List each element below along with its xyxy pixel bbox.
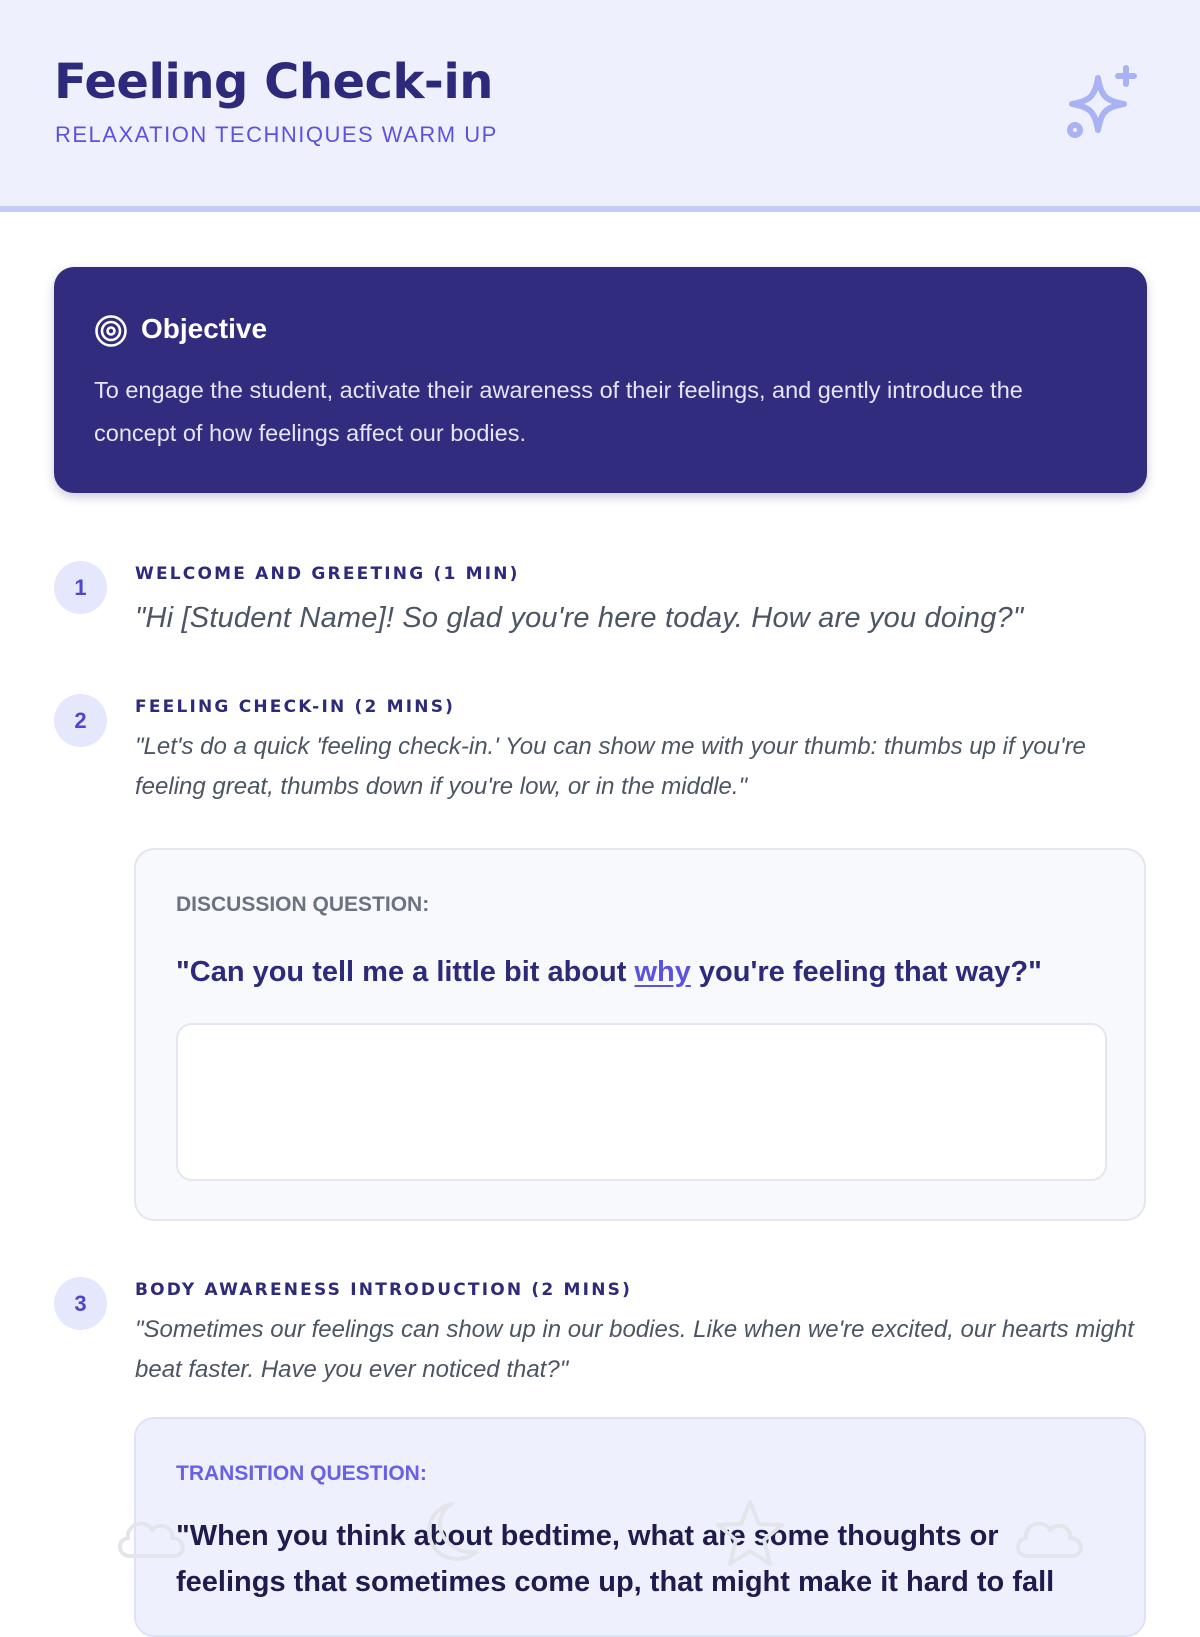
- moon-icon: [412, 1498, 484, 1570]
- step-number-badge: 1: [54, 561, 107, 614]
- step-quote: "Hi [Student Name]! So glad you're here today. How are you doing?": [135, 602, 1024, 634]
- step-number-badge: 3: [54, 1277, 107, 1330]
- cloud-icon: [112, 1506, 192, 1562]
- transition-question: "When you think about bedtime, what are some thoughts or feelings that sometimes come up, that might make it hard to fall: [176, 1520, 1055, 1598]
- objective-title: Objective: [141, 313, 268, 344]
- objective-text: To engage the student, activate their awareness of their feelings, and gently introduce the concept of how feelings affect our bodies.: [94, 377, 1023, 446]
- step-quote: "Let's do a quick 'feeling check-in.' You can show me with your thumb: thumbs up if you're feeling great, thumbs down if you're low, or in the middle.": [135, 733, 1086, 800]
- step-title: WELCOME AND GREETING (1 MIN): [135, 564, 520, 584]
- page-title: Feeling Check-in: [54, 54, 493, 110]
- step-number-badge: 2: [54, 694, 107, 747]
- page-header: [0, 0, 1200, 212]
- transition-label: TRANSITION QUESTION:: [176, 1462, 427, 1485]
- question-emphasis: why: [634, 956, 691, 988]
- question-text: you're feeling that way?": [690, 956, 1042, 988]
- discussion-question-card: [134, 848, 1146, 1221]
- page-subtitle: RELAXATION TECHNIQUES WARM UP: [55, 122, 498, 147]
- step-title: FEELING CHECK-IN (2 MINS): [135, 697, 456, 717]
- transition-question-card: [134, 1417, 1146, 1637]
- cloud-icon: [1010, 1506, 1090, 1562]
- sparkle-icon: [1064, 62, 1148, 146]
- star-icon: [712, 1496, 788, 1572]
- target-icon: [94, 314, 128, 348]
- step-title: BODY AWARENESS INTRODUCTION (2 MINS): [135, 1280, 633, 1300]
- discussion-answer-field[interactable]: [176, 1023, 1107, 1181]
- objective-card: [54, 267, 1147, 493]
- step-quote: "Sometimes our feelings can show up in our bodies. Like when we're excited, our hearts might beat faster. Have you ever noticed that?": [135, 1316, 1134, 1383]
- question-text: "Can you tell me a little bit about: [176, 956, 635, 988]
- discussion-question: [176, 954, 1116, 990]
- discussion-label: DISCUSSION QUESTION:: [176, 893, 430, 916]
